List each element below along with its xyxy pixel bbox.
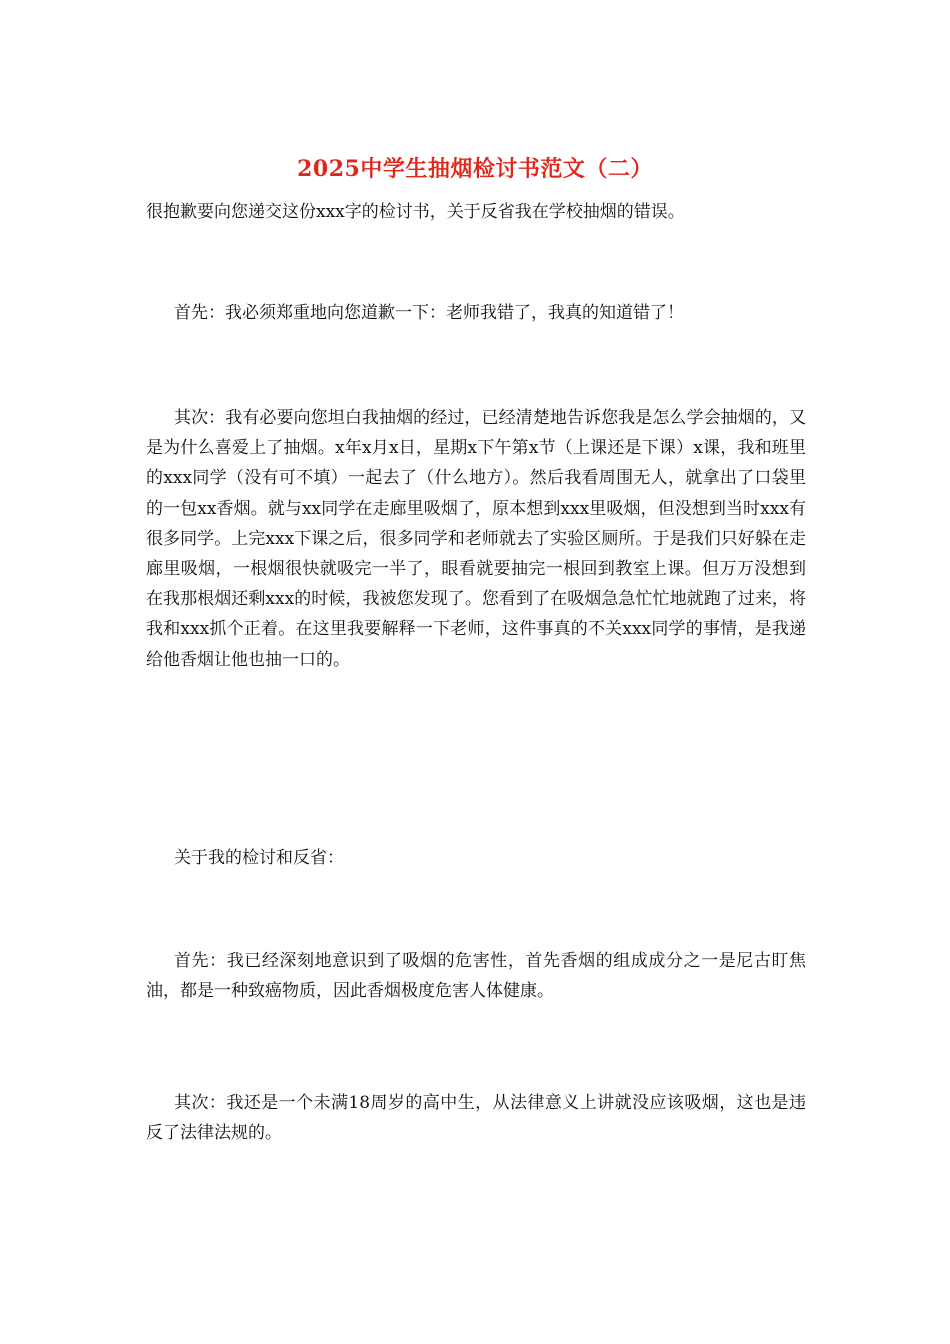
paragraph-reflection-heading: 关于我的检讨和反省： [174, 848, 344, 868]
document-title: 2025中学生抽烟检讨书范文（二） [297, 156, 653, 182]
paragraph-smoking-history: 其次：我有必要向您坦白我抽烟的经过，已经清楚地告诉您我是怎么学会抽烟的，又是为什么喜爱上了抽烟。x年x月x日，星期x下午第x节（上课还是下课）x课，我和班里的xxx同学（没有可不填）一起去了（什么地方）。然后我看周围无人，就拿出了口袋里的一包xx香烟。就与xx同学在走廊里吸烟了，原本想到xxx里吸烟，但没想到当时xxx有很多同学。上完xxx下课之后，很多同学和老师就去了实验区厕所。于是我们只好躲在走廊里吸烟，一根烟很快就吸完一半了，眼看就要抽完一根回到教室上课。但万万没想到在我那根烟还剩xxx的时候，我被您发现了。您看到了在吸烟急急忙忙地就跑了过来，将我和xxx抓个正着。在这里我要解释一下老师，这件事真的不关xxx同学的事情，是我递给他香烟让他也抽一口的。 [146, 408, 806, 670]
paragraph-first-reflection: 首先：我已经深刻地意识到了吸烟的危害性，首先香烟的组成成分之一是尼古盯焦油，都是一种致癌物质，因此香烟极度危害人体健康。 [146, 951, 806, 1001]
paragraph-second-reflection: 其次：我还是一个未满18周岁的高中生，从法律意义上讲就没应该吸烟，这也是违反了法律法规的。 [146, 1093, 806, 1143]
paragraph-apology: 首先：我必须郑重地向您道歉一下：老师我错了，我真的知道错了！ [174, 303, 684, 323]
paragraph-intro: 很抱歉要向您递交这份xxx字的检讨书，关于反省我在学校抽烟的错误。 [146, 202, 685, 222]
